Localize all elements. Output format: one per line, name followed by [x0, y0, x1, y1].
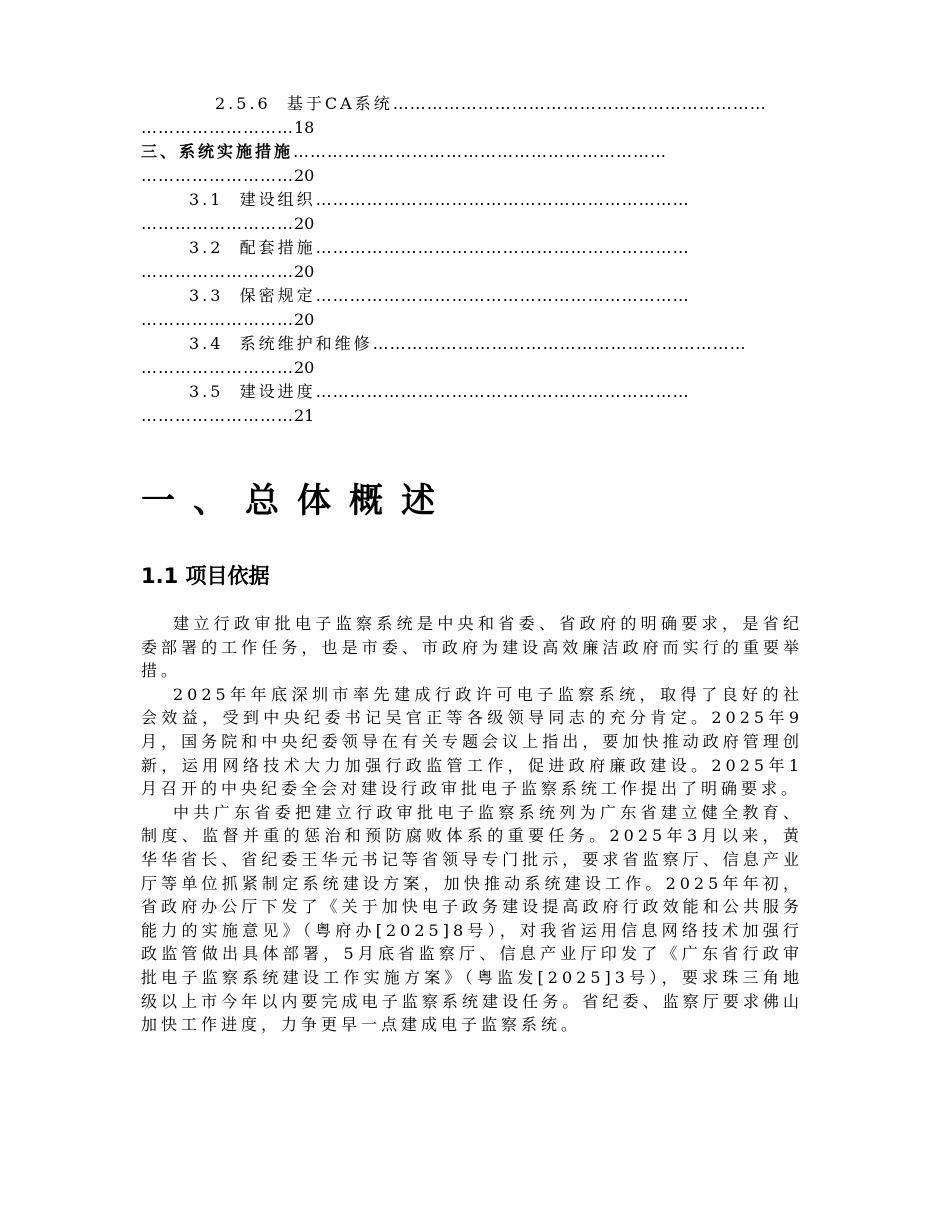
toc-title: 基于CA系统 [286, 94, 393, 113]
toc-title: 建设组织 [239, 190, 316, 209]
toc-number: 2.5.6 [215, 94, 271, 113]
paragraph: 建立行政审批电子监察系统是中央和省委、省政府的明确要求，是省纪委部署的工作任务，也是市委、市政府为建设高效廉洁政府而实行的重要举措。 [141, 614, 803, 681]
paragraph: 2025年年底深圳市率先建成行政许可电子监察系统，取得了良好的社会效益，受到中央纪委书记吴官正等各级领导同志的充分肯定。2025年9月，国务院和中央纪委领导在有关专题会议上指出，要加快推动政府管理创新，运用网络技术大力加强行政监管工作，促进政府廉政建设。2025年1月召开的中央纪委全会对建设行政审批电子监察系统工作提出了明确要求。 [141, 684, 803, 799]
toc-page-number: 20 [294, 358, 315, 377]
toc-number: 3.4 [189, 334, 224, 353]
section-heading: 1.1 项目依据 [141, 564, 270, 588]
body-text [141, 612, 803, 1037]
toc-entry[interactable]: 3.3 保密规定………………………………………………………… ………………………20 [141, 286, 690, 329]
toc-title: 配套措施 [239, 238, 316, 257]
toc-page-number: 20 [294, 166, 315, 185]
toc-title: 建设进度 [239, 382, 316, 401]
toc-number: 3.5 [189, 382, 224, 401]
toc-entry[interactable]: 三、系统实施措施………………………………………………………… ………………………20 [141, 142, 668, 185]
toc-entry[interactable]: 2.5.6 基于CA系统………………………………………………………… ………………………18 [141, 94, 767, 137]
paragraph: 中共广东省委把建立行政审批电子监察系统列为广东省建立健全教育、制度、监督并重的惩治和预防腐败体系的重要任务。2025年3月以来，黄华华省长、省纪委王华元书记等省领导专门批示，要求省监察厅、信息产业厅等单位抓紧制定系统建设方案，加快推动系统建设工作。2025年年初，省政府办公厅下发了《关于加快电子政务建设提高政府行政效能和公共服务能力的实施意见》（粤府办[2025]8号），对我省运用信息网络技术加强行政监管做出具体部署，5月底省监察厅、信息产业厅印发了《广东省行政审批电子监察系统建设工作实施方案》（粤监发[2025]3号），要求珠三角地级以上市今年以内要完成电子监察系统建设任务。省纪委、监察厅要求佛山加快工作进度，力争更早一点建成电子监察系统。 [141, 802, 803, 1035]
table-of-contents [141, 92, 803, 428]
toc-title: 系统实施措施 [179, 142, 294, 161]
toc-page-number: 20 [294, 214, 315, 233]
toc-entry[interactable]: 3.5 建设进度………………………………………………………… ………………………21 [141, 382, 690, 425]
toc-number: 3.1 [189, 190, 224, 209]
toc-entry[interactable]: 3.2 配套措施………………………………………………………… ………………………20 [141, 238, 690, 281]
toc-title: 保密规定 [239, 286, 316, 305]
toc-number: 三、 [141, 142, 180, 161]
toc-page-number: 21 [294, 406, 315, 425]
toc-page-number: 20 [294, 262, 315, 281]
toc-number: 3.2 [189, 238, 224, 257]
toc-title: 系统维护和维修 [239, 334, 373, 353]
document-page [141, 92, 803, 1037]
toc-page-number: 18 [294, 118, 315, 137]
toc-entry[interactable]: 3.1 建设组织………………………………………………………… ………………………20 [141, 190, 690, 233]
toc-entry[interactable]: 3.4 系统维护和维修………………………………………………………… ………………………20 [141, 334, 747, 377]
chapter-heading: 一、总体概述 [141, 481, 453, 521]
toc-number: 3.3 [189, 286, 224, 305]
toc-page-number: 20 [294, 310, 315, 329]
